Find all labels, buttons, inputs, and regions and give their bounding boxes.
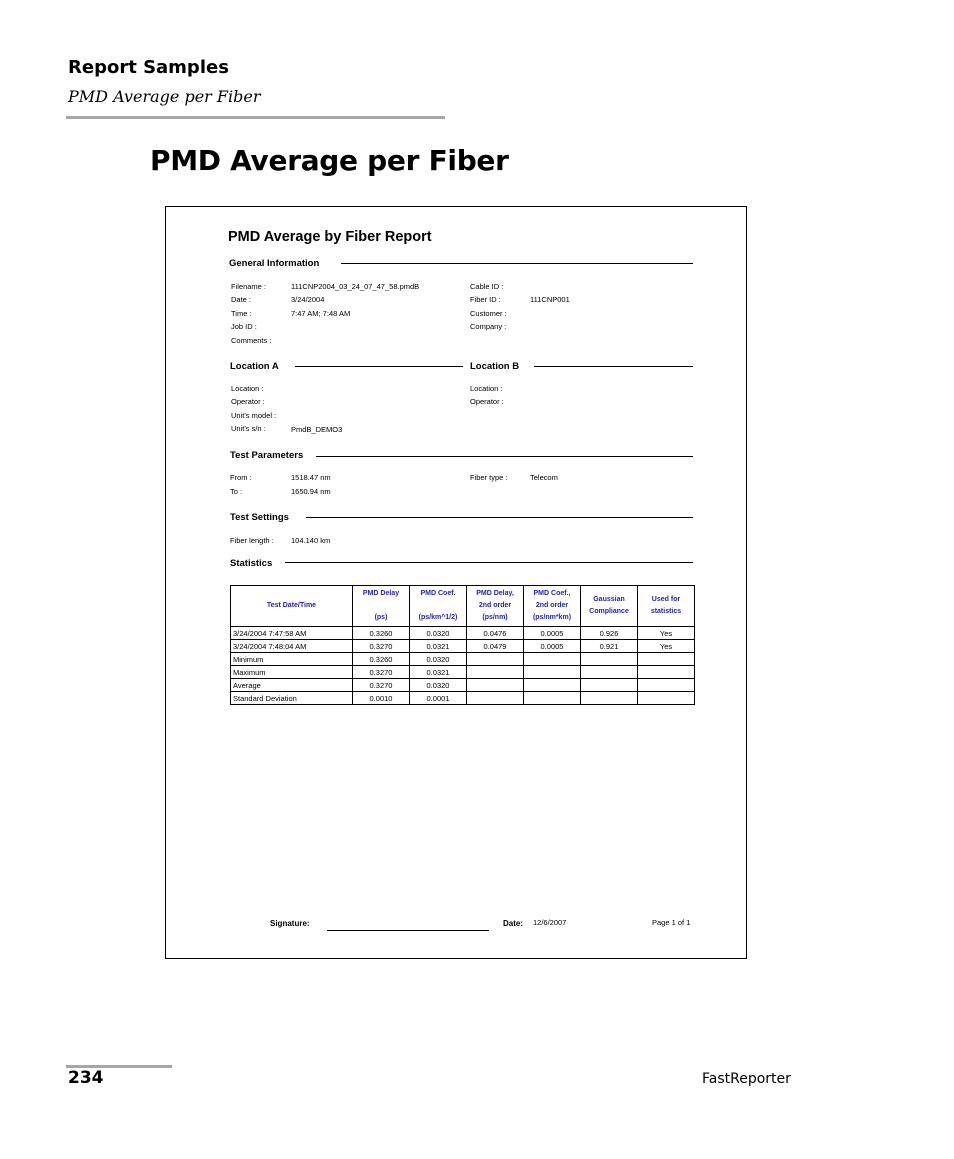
general-information-rule	[341, 263, 693, 264]
table-cell	[467, 666, 524, 679]
table-cell: 0.0321	[410, 666, 467, 679]
to-label: To :	[230, 487, 243, 496]
signature-label: Signature:	[270, 919, 310, 928]
table-cell: Average	[231, 679, 353, 692]
statistics-table	[230, 585, 695, 705]
table-cell: 0.0320	[410, 653, 467, 666]
fiber-id-value: 111CNP001	[530, 295, 570, 304]
col-pmd-coef-2nd: PMD Coef., 2nd order (ps/nm*km)	[524, 586, 581, 627]
location-b-rule	[534, 366, 693, 367]
statistics-heading: Statistics	[230, 558, 273, 569]
to-value: 1650.94 nm	[291, 487, 331, 496]
fiber-type-label: Fiber type :	[470, 473, 508, 482]
table-cell	[638, 666, 695, 679]
table-cell	[467, 679, 524, 692]
table-cell: 0.0321	[410, 640, 467, 653]
product-name: FastReporter	[702, 1071, 791, 1087]
col-pmd-delay-2nd: PMD Delay, 2nd order (ps/nm)	[467, 586, 524, 627]
location-a-location-label: Location :	[231, 384, 264, 393]
page-title: PMD Average per Fiber	[150, 144, 509, 177]
unit-sn-value: PmdB_DEMO3	[291, 425, 343, 434]
table-cell: Minimum	[231, 653, 353, 666]
table-cell: 0.0320	[410, 679, 467, 692]
table-cell: 0.0479	[467, 640, 524, 653]
table-cell: Yes	[638, 627, 695, 640]
table-cell: 0.0476	[467, 627, 524, 640]
col-used-for-statistics: Used for statistics	[638, 586, 695, 627]
table-row	[231, 666, 695, 679]
table-cell	[467, 692, 524, 705]
table-cell: 3/24/2004 7:48:04 AM	[231, 640, 353, 653]
section-heading: Report Samples	[68, 57, 229, 78]
location-b-operator-label: Operator :	[470, 397, 504, 406]
col-pmd-coef: PMD Coef. (ps/km^1/2)	[410, 586, 467, 627]
statistics-rule	[285, 562, 693, 563]
location-b-heading: Location B	[470, 361, 520, 372]
date-value: 3/24/2004	[291, 295, 325, 304]
table-cell	[524, 692, 581, 705]
location-a-operator-label: Operator :	[231, 397, 265, 406]
col-test-date-time: Test Date/Time	[231, 586, 353, 627]
signature-line	[327, 930, 489, 931]
table-cell: Maximum	[231, 666, 353, 679]
table-cell	[581, 666, 638, 679]
test-settings-heading: Test Settings	[230, 512, 289, 523]
table-cell: 0.3260	[353, 627, 410, 640]
table-row	[231, 679, 695, 692]
filename-value: 111CNP2004_03_24_07_47_58.pmdB	[291, 282, 420, 291]
table-cell: 0.926	[581, 627, 638, 640]
company-label: Company :	[470, 322, 507, 331]
general-information-heading: General Information	[229, 258, 320, 269]
location-a-heading: Location A	[230, 361, 279, 372]
table-cell: 0.3260	[353, 653, 410, 666]
customer-label: Customer :	[470, 309, 507, 318]
test-settings-rule	[306, 517, 693, 518]
table-cell	[638, 692, 695, 705]
cable-id-label: Cable ID :	[470, 282, 504, 291]
col-pmd-delay: PMD Delay (ps)	[353, 586, 410, 627]
fiber-type-value: Telecom	[530, 473, 558, 482]
table-cell: 0.3270	[353, 679, 410, 692]
fiber-id-label: Fiber ID :	[470, 295, 501, 304]
header-rule	[66, 116, 445, 119]
from-value: 1518.47 nm	[291, 473, 331, 482]
table-cell	[638, 653, 695, 666]
page-number: 234	[68, 1068, 104, 1088]
job-id-label: Job ID :	[231, 322, 257, 331]
table-cell: 3/24/2004 7:47:58 AM	[231, 627, 353, 640]
table-cell	[581, 653, 638, 666]
table-cell	[524, 653, 581, 666]
table-cell: Yes	[638, 640, 695, 653]
table-cell	[524, 666, 581, 679]
report-sample-frame	[165, 206, 747, 959]
date-footer-label: Date:	[503, 919, 524, 928]
report-page-indicator: Page 1 of 1	[652, 918, 691, 927]
fiber-length-label: Fiber length :	[230, 536, 274, 545]
comments-label: Comments :	[231, 336, 272, 345]
table-cell	[467, 653, 524, 666]
table-row	[231, 653, 695, 666]
test-parameters-heading: Test Parameters	[230, 450, 304, 461]
table-cell: 0.0001	[410, 692, 467, 705]
table-cell: 0.3270	[353, 666, 410, 679]
location-a-rule	[295, 366, 463, 367]
table-row	[231, 692, 695, 705]
from-label: From :	[230, 473, 252, 482]
time-value: 7:47 AM; 7:48 AM	[291, 309, 351, 318]
table-cell	[524, 679, 581, 692]
table-cell: 0.0320	[410, 627, 467, 640]
report-title: PMD Average by Fiber Report	[228, 229, 432, 245]
fiber-length-value: 104.140 km	[291, 536, 331, 545]
table-cell	[638, 679, 695, 692]
test-parameters-rule	[316, 456, 693, 457]
col-gaussian-compliance: Gaussian Compliance	[581, 586, 638, 627]
table-row	[231, 640, 695, 653]
table-cell: Standard Deviation	[231, 692, 353, 705]
table-cell: 0.0005	[524, 640, 581, 653]
time-label: Time :	[231, 309, 252, 318]
unit-sn-label: Unit's s/n :	[231, 424, 266, 433]
table-cell	[581, 692, 638, 705]
table-row	[231, 627, 695, 640]
table-cell: 0.0010	[353, 692, 410, 705]
unit-model-label: Unit's model :	[231, 411, 277, 420]
table-cell	[581, 679, 638, 692]
date-label: Date :	[231, 295, 252, 304]
table-cell: 0.921	[581, 640, 638, 653]
table-cell: 0.0005	[524, 627, 581, 640]
date-footer-value: 12/6/2007	[533, 918, 567, 927]
subsection-heading: PMD Average per Fiber	[68, 87, 261, 106]
filename-label: Filename :	[231, 282, 267, 291]
table-cell: 0.3270	[353, 640, 410, 653]
location-b-location-label: Location :	[470, 384, 503, 393]
